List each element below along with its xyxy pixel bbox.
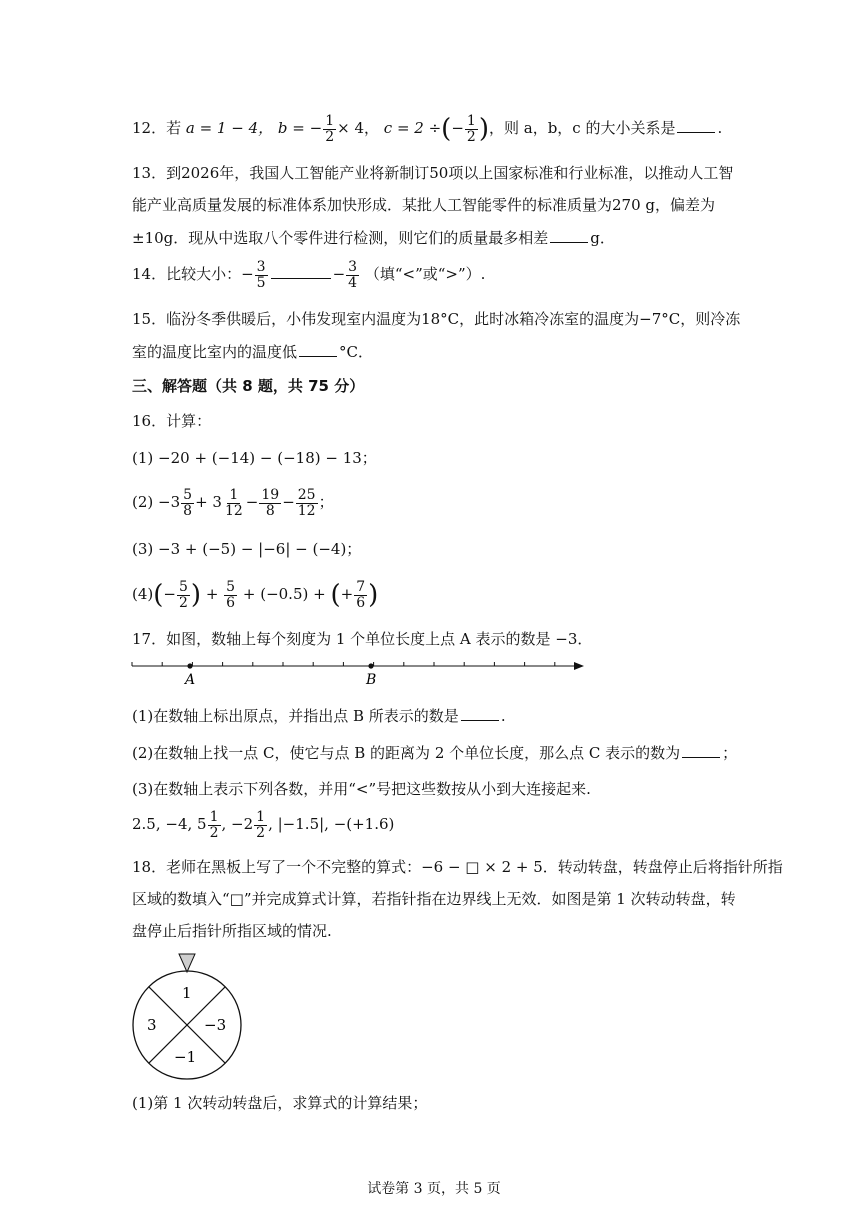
point-b-dot	[368, 663, 373, 668]
q16-p2-op-3: −	[282, 493, 295, 512]
q14-fraction-2	[346, 260, 359, 290]
fraction-denominator: 4	[348, 274, 358, 291]
q16-p2-end: ；	[318, 493, 334, 512]
fraction-denominator: 2	[466, 128, 476, 145]
q17-nums-prefix: 2.5, −4, 5	[132, 815, 207, 834]
fraction-numerator: 19	[261, 487, 280, 503]
fraction-denominator: 8	[183, 502, 193, 519]
q12-a-expr: a = 1 − 4，	[185, 119, 274, 138]
q16-p2-fraction-d	[296, 488, 318, 518]
q16-p2-op-1: + 3	[195, 493, 222, 512]
answer-blank[interactable]	[677, 118, 715, 133]
q14-prefix: 14．比较大小：−	[132, 265, 254, 284]
question-18-part-1: (1)第 1 次转动转盘后，求算式的计算结果；	[132, 1094, 428, 1112]
q16-p2-op-2: −	[245, 493, 259, 512]
point-b-label: B	[366, 672, 377, 688]
q12-b-expr-left: b = −	[277, 119, 323, 138]
q17-nums-end: , |−1.5|, −(+1.6)	[268, 815, 395, 834]
fraction-denominator: 6	[356, 594, 366, 611]
question-17-title: 17．如图，数轴上每个刻度为 1 个单位长度上点 A 表示的数是 −3．	[132, 630, 593, 648]
question-17-part-3: (3)在数轴上表示下列各数，并用“<”号把这些数按从小到大连接起来.	[132, 780, 591, 798]
fraction-numerator: 1	[466, 113, 476, 129]
section-3-heading: 三、解答题（共 8 题，共 75 分）	[132, 377, 365, 395]
q12-prefix: 12．若	[132, 119, 182, 138]
answer-blank[interactable]	[271, 264, 331, 279]
q13-line-3-text: ±10g．现从中选取八个零件进行检测，则它们的质量最多相差	[132, 229, 549, 247]
q16-p4-middle: + (−0.5) +	[242, 585, 326, 604]
number-line-ticks	[132, 662, 555, 666]
q12-b-expr-right: × 4，	[337, 119, 379, 138]
fraction-numerator: 3	[348, 259, 358, 275]
q16-p2-fraction-b	[223, 488, 245, 518]
question-17-part-2	[132, 742, 737, 763]
spinner-label-bottom: −1	[174, 1048, 197, 1066]
question-18-line-1: 18．老师在黑板上写了一个不完整的算式：−6 − □ × 2 + 5．转动转盘，转盘停止后将指针所指	[132, 858, 783, 876]
fraction-denominator: 12	[224, 502, 243, 519]
q17-fraction-2	[254, 810, 267, 840]
spinner-label-left: 3	[147, 1016, 157, 1034]
question-13-line-1: 13．到2026年，我国人工智能产业将新制订50项以上国家标准和行业标准，以推动人工智	[132, 164, 734, 182]
question-13-line-3	[132, 227, 615, 248]
page-footer: 试卷第 3 页，共 5 页	[367, 1181, 501, 1197]
number-line-arrow	[574, 662, 584, 670]
q14-suffix: （填“<”或“>”）.	[364, 265, 486, 284]
answer-blank[interactable]	[461, 706, 499, 721]
fraction-numerator: 1	[325, 113, 335, 129]
q16-p4-fraction-a	[177, 580, 190, 610]
question-15-line-1: 15．临汾冬季供暖后，小伟发现室内温度为18°C，此时冰箱冷冻室的温度为−7°C，则冷冻	[132, 310, 741, 328]
question-16-title: 16．计算：	[132, 412, 212, 430]
spinner-wheel-diagram	[128, 950, 248, 1080]
question-15-line-2	[132, 341, 373, 362]
spinner-label-top: 1	[182, 984, 192, 1002]
point-a-label: A	[185, 672, 196, 688]
q15-line-2-text: 室的温度比室内的温度低	[132, 343, 298, 361]
answer-blank[interactable]	[550, 228, 588, 243]
q12-suffix: ，则 a，b，c 的大小关系是	[488, 119, 676, 138]
fraction-numerator: 1	[229, 487, 239, 503]
answer-blank[interactable]	[682, 743, 720, 758]
fraction-numerator: 5	[183, 487, 193, 503]
question-17-number-list	[132, 810, 394, 840]
question-13-line-2: 能产业高质量发展的标准体系加快形成．某批人工智能零件的标准质量为270 g，偏差为	[132, 196, 716, 214]
fraction-denominator: 2	[325, 128, 335, 145]
point-a-dot	[187, 663, 192, 668]
fraction-numerator: 5	[226, 579, 236, 595]
fraction-denominator: 2	[256, 824, 266, 841]
q14-fraction-1	[255, 260, 268, 290]
fraction-numerator: 3	[256, 259, 266, 275]
question-18-line-3: 盘停止后指针所指区域的情况.	[132, 922, 332, 940]
spinner-label-right: −3	[204, 1016, 227, 1034]
question-18-line-2: 区域的数填入“□”并完成算式计算，若指针指在边界线上无效．如图是第 1 次转动转盘，转	[132, 890, 736, 908]
q17-p1-end: .	[500, 707, 506, 725]
q16-p4-prefix: (4)	[132, 585, 154, 604]
q14-minus: −	[332, 265, 346, 284]
fraction-numerator: 1	[256, 809, 266, 825]
fraction-numerator: 7	[356, 579, 366, 595]
q13-unit: g．	[590, 229, 615, 247]
q17-fraction-1	[208, 810, 221, 840]
question-16-part-1: (1) −20 + (−14) − (−18) − 13；	[132, 449, 377, 467]
q16-p4-fraction-b	[224, 580, 237, 610]
spinner-pointer-icon	[179, 954, 195, 972]
fraction-numerator: 25	[297, 487, 316, 503]
fraction-denominator: 2	[178, 594, 188, 611]
fraction-denominator: 6	[226, 594, 236, 611]
q17-nums-middle: , −2	[221, 815, 254, 834]
q12-c-fraction	[465, 114, 478, 144]
fraction-numerator: 1	[209, 809, 219, 825]
question-17-part-1	[132, 705, 506, 726]
fraction-denominator: 2	[209, 824, 219, 841]
question-16-part-4: (4)(− $\frac{5}{2}$ ) + $\frac{5}{6}$ + (−0.5) + (+ $\frac{7}{6}$ )	[132, 579, 379, 611]
question-16-part-3: (3) −3 + (−5) − |−6| − (−4)；	[132, 540, 362, 558]
q16-p2-prefix: (2) −3	[132, 493, 181, 512]
q12-end: .	[717, 119, 723, 138]
q16-p2-fraction-c	[259, 488, 281, 518]
fraction-denominator: 8	[265, 502, 275, 519]
question-16-part-2	[132, 488, 334, 518]
fraction-denominator: 12	[297, 502, 316, 519]
q12-b-fraction	[323, 114, 336, 144]
q12-c-neg: −	[451, 119, 464, 138]
q16-p2-fraction-a	[181, 488, 194, 518]
q16-p4-fraction-c	[354, 580, 367, 610]
fraction-denominator: 5	[256, 274, 266, 291]
q12-c-expr-left: c = 2 ÷	[383, 119, 442, 138]
fraction-numerator: 5	[178, 579, 188, 595]
q17-p2-end: ；	[722, 744, 738, 762]
answer-blank[interactable]	[299, 342, 337, 357]
question-12: 12．若 a = 1 − 4， b = − $\frac{1}{2}$ × 4， c = 2 ÷(− $\frac{1}{2}$ )，则 a，b，c 的大小关系是 .	[132, 113, 723, 145]
question-14	[132, 260, 485, 290]
q17-p2-text: (2)在数轴上找一点 C，使它与点 B 的距离为 2 个单位长度，那么点 C 表示的数为	[132, 744, 681, 762]
number-line-diagram	[128, 652, 588, 688]
q15-unit: °C．	[339, 343, 373, 361]
q17-p1-text: (1)在数轴上标出原点，并指出点 B 所表示的数是	[132, 707, 459, 725]
